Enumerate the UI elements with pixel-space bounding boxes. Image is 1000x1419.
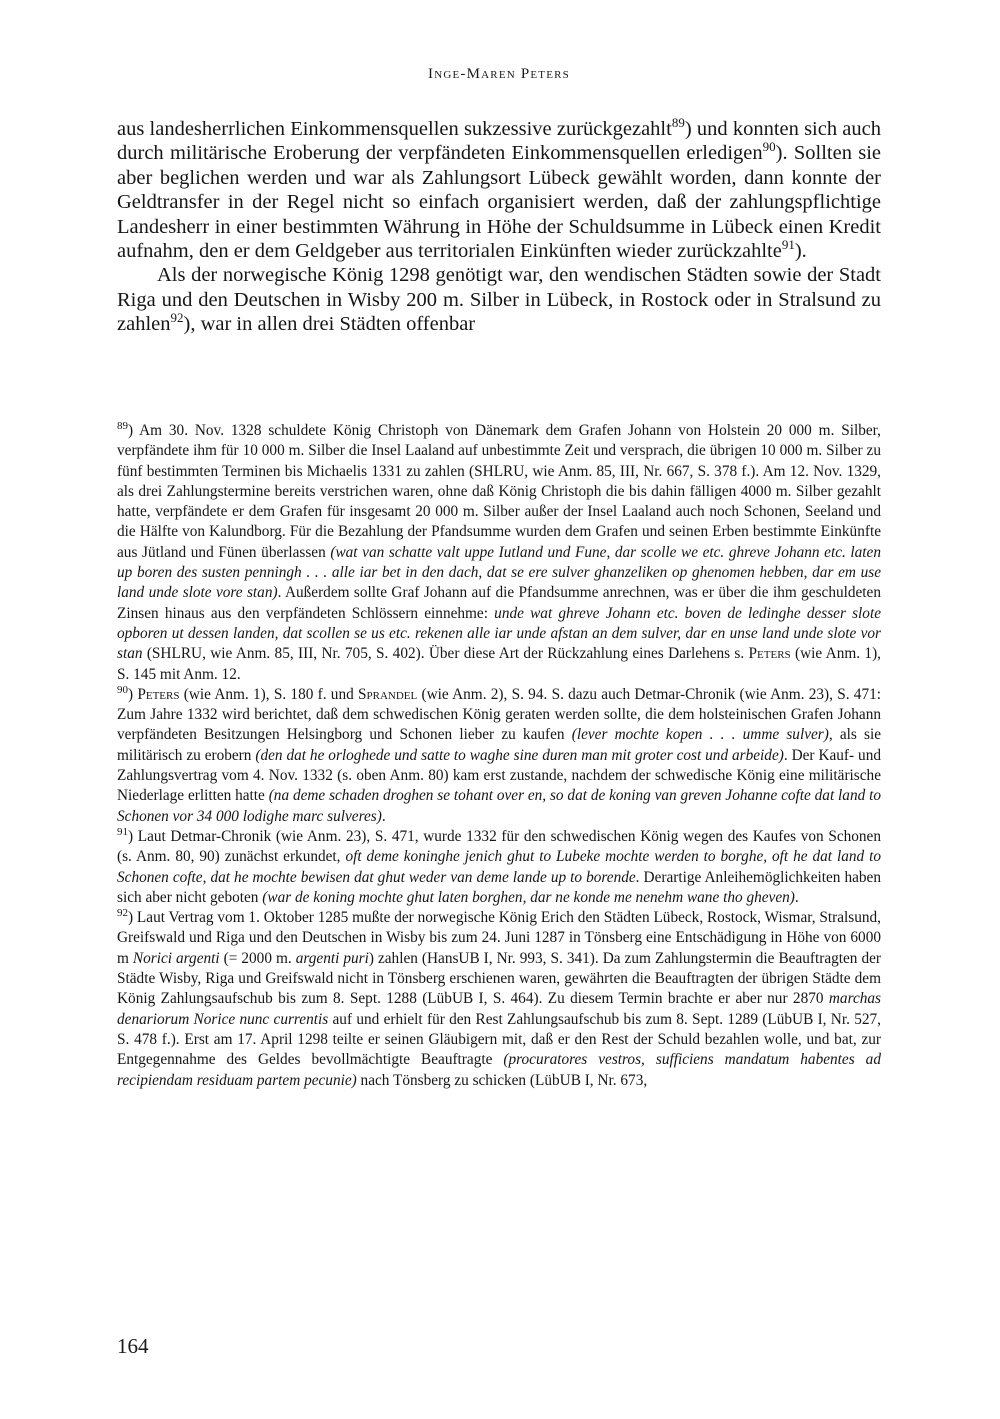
- footnote-reference: 89: [671, 115, 685, 131]
- text-run: ) Am 30. Nov. 1328 schuldete König Christoph von Dänemark dem Grafen Johann von Holstein 20 000 m. Silber, verpfändete ihm für 10 000 m. Silber die Insel Laaland auf unbestimmte Zeit und versprach, die übrigen 10 000 m. Silber zu fünf bestimmten Terminen bis Michaelis 1331 zu zahlen (SHLRU, wie Anm. 85, III, Nr. 667, S. 378 f.). Am 12. Nov. 1329, als drei Zahlungstermine bereits verstrichen waren, ohne daß König Christoph die bis dahin fälligen 4000 m. Silber gezahlt hatte, verpfändete er dem Grafen für insgesamt 20 000 m. Silber außer der Insel Laaland auch noch Schonen, Seeland und die Hälfte von Kalundborg. Für die Bezahlung der Pfandsumme wurden dem Grafen und seinen Erben bestimmte Einkünfte aus Jütland und Fünen überlassen: [117, 422, 881, 561]
- main-text: [117, 117, 881, 337]
- text-run: ).: [794, 240, 807, 263]
- footnote-reference: 90: [762, 139, 776, 155]
- footnote-89: [117, 421, 881, 685]
- text-run: (wie Anm. 1), S. 180 f. und: [179, 685, 359, 703]
- text-run: Als der norwegische König 1298 genötigt war, den wendischen Städten sowie der Stadt Riga und den Deutschen in Wisby 200 m. Silber in Lübeck, in Rostock oder in Stralsund zu zahlen: [117, 264, 881, 336]
- text-run: ), war in allen drei Städten offenbar: [183, 313, 476, 336]
- footnote-91: [117, 827, 881, 908]
- text-run: . Außerdem sollte Graf Johann auf die Pfandsumme anrechnen, was er über die ihm geschuldeten Zinsen hinaus aus den verpfändeten Schlössern einnehme:: [117, 584, 881, 622]
- quote-italic: Norici argenti: [132, 949, 220, 967]
- quote-italic: oft deme koninghe jenich ghut to Lubeke mochte werden to borghe, oft he dat land to Schonen cofte, dat he mochte bewisen dat ghut weder van deme lande up to borende: [117, 848, 882, 886]
- quote-italic: argenti puri: [295, 949, 369, 967]
- text-run: ) und konnten sich auch durch militärische Eroberung der verpfändeten Einkommensquellen erledigen: [117, 118, 882, 165]
- footnotes: [117, 421, 881, 1091]
- text-run: nach Tönsberg zu schicken (LübUB I, Nr. 673,: [356, 1071, 648, 1089]
- text-run: .: [794, 888, 799, 906]
- footnote-number: 89: [117, 419, 128, 432]
- text-run: (wie Anm. 1), S. 145 mit Anm. 12.: [117, 645, 881, 683]
- author-name: Sprandel: [358, 685, 418, 703]
- text-run: , als sie militärisch zu erobern: [117, 726, 881, 764]
- quote-italic: (den dat he orloghede und satte to waghe sine duren man mit groter cost und arbeide): [255, 746, 784, 764]
- paragraph: [117, 117, 881, 263]
- author-name: Peters: [748, 645, 791, 663]
- text-run: auf und erhielt für den Rest Zahlungsaufschub bis zum 8. Sept. 1289 (LübUB I, Nr. 527, S. 478 f.). Erst am 17. April 1298 teilte er seinen Gläubigern mit, daß er den Rest der Schuld bezahlen wolle, und bat, zur Entgegennahme des Geldes bevollmächtigte Beauftragte: [117, 1010, 881, 1069]
- footnote-reference: 91: [781, 237, 795, 253]
- page-number: 164: [117, 1334, 149, 1358]
- author-name: Peters: [137, 685, 180, 703]
- text-run: . Der Kauf- und Zahlungsvertrag vom 4. Nov. 1332 (s. oben Anm. 80) kam erst zustande, nachdem der schwedische König eine militärische Niederlage erlitten hatte: [117, 746, 881, 805]
- paragraph: [117, 263, 881, 336]
- footnote-number: 91: [117, 825, 128, 838]
- quote-italic: unde wat ghreve Johann etc. boven de ledinghe desser slote opboren ut dessen landen, dat scollen se us etc. rekenen alle iar unde afstan an dem sulver, dar en unse land unde slote vor stan: [117, 604, 881, 663]
- running-head: Inge-Maren Peters: [428, 66, 570, 82]
- text-run: (SHLRU, wie Anm. 85, III, Nr. 705, S. 402). Über diese Art der Rückzahlung eines Darlehens s.: [142, 645, 749, 663]
- text-run: ) Laut Detmar-Chronik (wie Anm. 23), S. 471, wurde 1332 für den schwedischen König wegen des Kaufes von Schonen (s. Anm. 80, 90) zunächst erkundet,: [117, 827, 881, 866]
- text-run: (wie Anm. 2), S. 94. S. dazu auch Detmar-Chronik (wie Anm. 23), S. 471: Zum Jahre 1332 wird berichtet, daß dem schwedischen König geraten werden sollte, die dem holsteinischen Grafen Johann verpfändeten Besitzungen Helsingborg und Schonen lieber zu kaufen: [117, 685, 881, 744]
- footnote-92: [117, 908, 881, 1091]
- footnote-90: $^{90}$) Peters (wie Anm. 1), S. 180 f. und Sprandel (wie Anm. 2), S. 94. S. dazu auch Detmar-Chronik (wie Anm. 23), S. 471: Zum Jahre 1332 wird berichtet, daß dem schwedischen König geraten werden sollte, die dem holsteinischen Grafen Johann verpfändeten Besitzungen Helsingborg und Schonen lieber zu kaufen (lever mochte kopen . . . umme sulver), als sie militärisch zu erobern (den dat he orloghede und satte to waghe sine duren man mit groter cost und arbeide). Der Kauf- und Zahlungsvertrag vom 4. Nov. 1332 (s. oben Anm. 80) kam erst zustande, nachdem der schwedische König eine militärische Niederlage erlitten hatte (na deme schaden droghen se tohant over en, so dat de koning van greven Johanne cofte dat land to Schonen vor 34 000 lodighe marc sulveres).: [117, 683, 881, 825]
- footnote-number: 92: [117, 907, 128, 920]
- footnote-reference: 92: [170, 310, 184, 326]
- footnote-number: 90: [117, 683, 128, 696]
- text-run: (= 2000 m.: [219, 949, 296, 967]
- quote-italic: (lever mochte kopen . . . umme sulver): [571, 726, 829, 744]
- quote-italic: (na deme schaden droghen se tohant over en, so dat de koning van greven Johanne cofte dat land to Schonen vor 34 000 lodighe marc sulveres): [117, 787, 881, 825]
- text-run: ) Laut Vertrag vom 1. Oktober 1285 mußte der norwegische König Erich den Städten Lübeck, Rostock, Wismar, Stralsund, Greifswald und Riga und den Deutschen in Wisby bis zum 24. Juni 1287 in Tönsberg eine Entschädigung in Höhe von 6000 m: [117, 909, 881, 967]
- text-run: aus landesherrlichen Einkommensquellen sukzessive zurückgezahlt: [117, 118, 672, 140]
- text-run: . Derartige Anleihemöglichkeiten haben sich aber nicht geboten: [117, 868, 881, 906]
- text-run: ) zahlen (HansUB I, Nr. 993, S. 341). Da zum Zahlungstermin die Beauftragten der Städte Wisby, Riga und Greifswald nicht in Tönsberg erschienen waren, gewährten die Beauftragten der übrigen Städte dem König Zahlungsaufschub bis zum 8. Sept. 1288 (LübUB I, S. 464). Zu diesem Termin brachte er aber nur 2870: [117, 949, 881, 1008]
- quote-italic: (procuratores vestros, sufficiens mandatum habentes ad recipiendam residuam partem pecunie): [117, 1051, 881, 1089]
- text-run: .: [381, 807, 386, 825]
- text-run: ). Sollten sie aber beglichen werden und war als Zahlungsort Lübeck gewählt worden, dann konnte der Geldtransfer in der Regel nicht so einfach organisiert werden, daß der zahlungspflichtige Landesherr in einer bestimmten Währung in Höhe der Schuldsumme in Lübeck einen Kredit aufnahm, den er dem Geldgeber aus territorialen Einkünften wieder zurückzahlte: [117, 142, 881, 263]
- quote-italic: (war de koning mochte ghut laten borghen, dar ne konde me nenehm wane tho gheven): [262, 888, 795, 906]
- quote-italic: marchas denariorum Norice nunc currentis: [117, 990, 881, 1028]
- quote-italic: (wat van schatte valt uppe Iutland und Fune, dar scolle we etc. ghreve Johann etc. laten up boren des susten penningh . . . alle iar bet in den dach, dat se ere sulver ghanzeliken op ghenomen hebben, dar em use land unde slote vore stan): [117, 543, 881, 602]
